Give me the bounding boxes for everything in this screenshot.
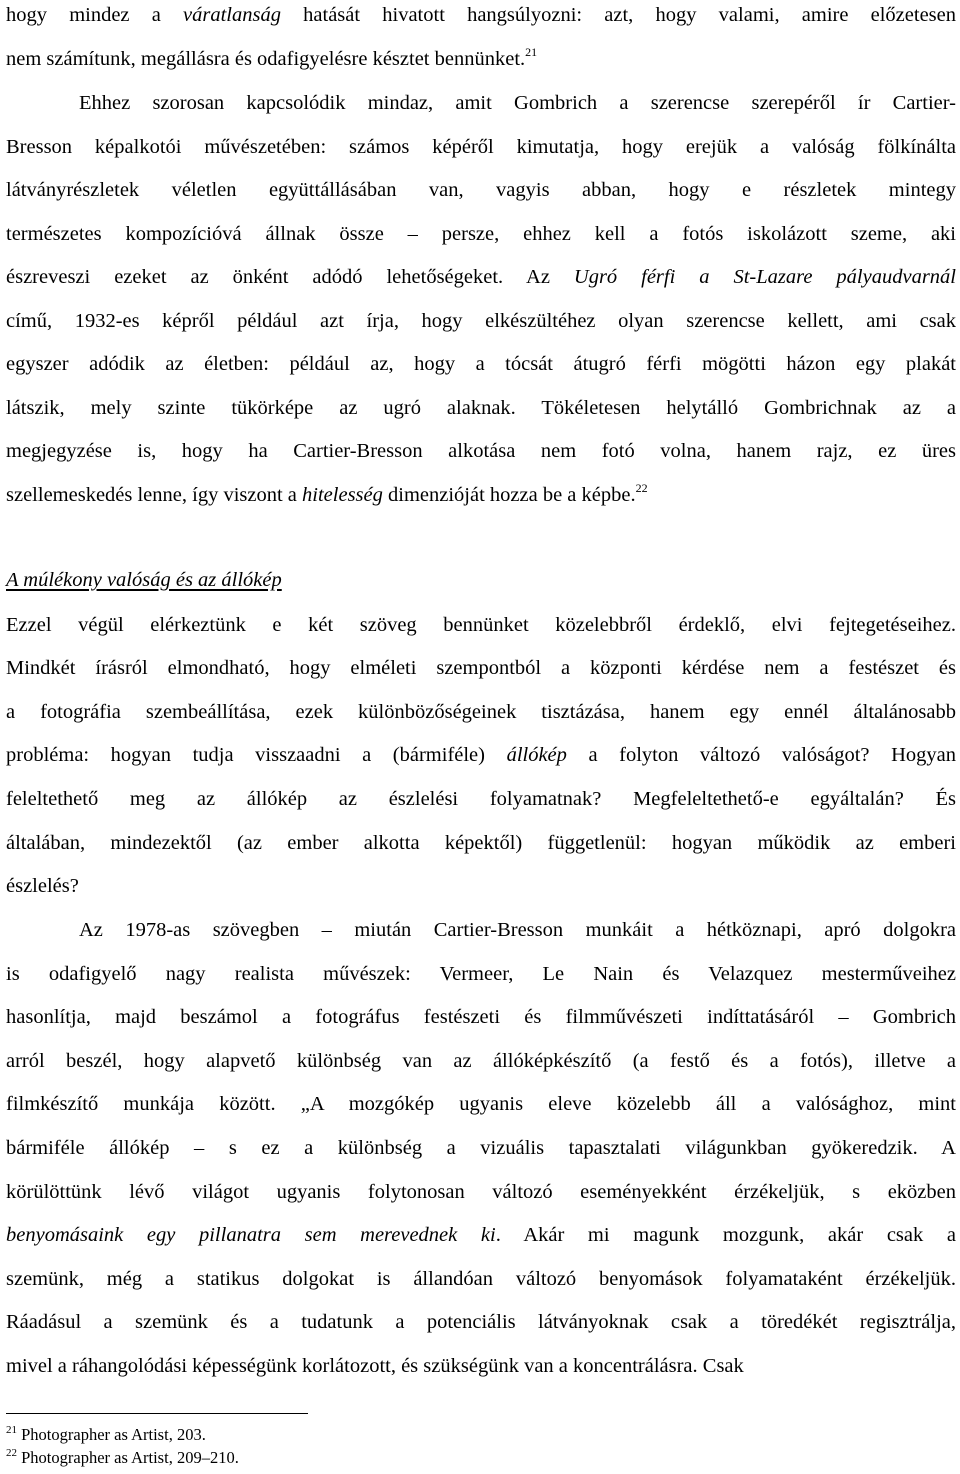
text-line: is odafigyelő nagy realista művészek: Vermeer, Le Nain és Velazquez mesterműveihez xyxy=(6,963,956,985)
text-line: Ehhez szorosan kapcsolódik mindaz, amit Gombrich a szerencse szerepéről ír Cartier- xyxy=(79,92,956,114)
footnote-text: Photographer as Artist, 209–210. xyxy=(21,1448,239,1467)
text-line: körülöttünk lévő világot ugyanis folytonosan változó eseményekként érzékeljük, s eközben xyxy=(6,1181,956,1203)
section-heading xyxy=(6,567,956,593)
footnote-reference: 22 xyxy=(635,481,648,495)
text-line: című, 1932-es képről például azt írja, hogy elkészültéhez olyan szerencse kellett, ami csak xyxy=(6,310,956,332)
text-line: látszik, mely szinte tükörképe az ugró alaknak. Tökéletesen helytálló Gombrichnak az a xyxy=(6,397,956,419)
text-line: feleltethető meg az állókép az észlelési folyamatnak? Megfeleltethető-e egyáltalán? És xyxy=(6,788,956,810)
text-line: filmkészítő munkája között. „A mozgókép ugyanis eleve közelebb áll a valósághoz, mint xyxy=(6,1093,956,1115)
text-line: Bresson képalkotói művészetében: számos képéről kimutatja, hogy erejük a valóság fölkínálta xyxy=(6,136,956,158)
footnote-21 xyxy=(6,1425,206,1447)
text-line: szellemeskedés lenne, így viszont a hitelesség dimenzióját hozza be a képbe.$^{22}$ xyxy=(6,481,648,506)
emphasized-text: hitelesség xyxy=(302,484,383,506)
text-line: észlelés? xyxy=(6,875,79,897)
text-line: Az 1978-as szövegben – miután Cartier-Bresson munkáit a hétköznapi, apró dolgokra xyxy=(79,919,956,941)
footnote-separator xyxy=(6,1413,308,1414)
text-line: a fotográfia szembeállítása, ezek különbözőségeinek tisztázása, hanem egy ennél általánosabb xyxy=(6,701,956,723)
text-line: arról beszél, hogy alapvető különbség van az állóképkészítő (a festő és a fotós), illetve a xyxy=(6,1050,956,1072)
text-line: hogy mindez a váratlanság hatását hivatott hangsúlyozni: azt, hogy valami, amire előzetesen xyxy=(6,4,956,26)
footnote-number: 22 xyxy=(6,1447,17,1459)
text-line: természetes kompozícióvá állnak össze – persze, ehhez kell a fotós iskolázott szeme, aki xyxy=(6,223,956,245)
text-line: benyomásaink egy pillanatra sem merevednek ki. Akár mi magunk mozgunk, akár csak a xyxy=(6,1224,956,1246)
text-line: megjegyzése is, hogy ha Cartier-Bresson alkotása nem fotó volna, hanem rajz, ez üres xyxy=(6,440,956,462)
text-line: Ráadásul a szemünk és a tudatunk a potenciális látványoknak csak a töredékét regisztrálja, xyxy=(6,1311,956,1333)
text-line: Mindkét írásról elmondható, hogy elméleti szempontból a központi kérdése nem a festészet és xyxy=(6,657,956,679)
text-line: észreveszi ezeket az önként adódó lehetőségeket. Az Ugró férfi a St-Lazare pályaudvarnál xyxy=(6,266,956,288)
text-line: egyszer adódik az életben: például az, hogy a tócsát átugró férfi mögötti házon egy plakát xyxy=(6,353,956,375)
emphasized-text: váratlanság xyxy=(183,4,281,26)
emphasized-text: Ugró férfi a St-Lazare pályaudvarnál xyxy=(573,266,956,288)
footnote-22 xyxy=(6,1448,239,1470)
emphasized-text: állókép xyxy=(506,744,567,766)
text-line: nem számítunk, megállásra és odafigyelésre késztet bennünket.$^{21}$ xyxy=(6,45,538,70)
document-page xyxy=(6,0,956,1474)
text-line: probléma: hogyan tudja visszaadni a (bármiféle) állókép a folyton változó valóságot? Hogyan xyxy=(6,744,956,766)
footnote-reference: 21 xyxy=(525,45,538,59)
text-line: általában, mindezektől (az ember alkotta képektől) függetlenül: hogyan működik az emberi xyxy=(6,832,956,854)
text-line: bármiféle állókép – s ez a különbség a vizuális tapasztalati világunkban gyökeredzik. A xyxy=(6,1137,956,1159)
text-line: látványrészletek véletlen együttállásában van, vagyis abban, hogy e részletek mintegy xyxy=(6,179,956,201)
text-line: szemünk, még a statikus dolgokat is állandóan változó benyomások folyamataként érzékeljük. xyxy=(6,1268,956,1290)
emphasized-text: A múlékony valóság és az állókép xyxy=(6,569,282,591)
text-line: mivel a ráhangolódási képességünk korlátozott, és szükségünk van a koncentrálásra. Csak xyxy=(6,1355,744,1377)
text-line: hasonlítja, majd beszámol a fotográfus festészeti és filmművészeti indíttatásáról – Gombrich xyxy=(6,1006,956,1028)
footnote-number: 21 xyxy=(6,1424,17,1436)
emphasized-text: benyomásaink egy pillanatra sem merevednek ki xyxy=(6,1224,496,1246)
footnote-text: Photographer as Artist, 203. xyxy=(21,1425,206,1444)
text-line: Ezzel végül elérkeztünk e két szöveg bennünket közelebbről érdeklő, elvi fejtegetéseihez. xyxy=(6,614,956,636)
